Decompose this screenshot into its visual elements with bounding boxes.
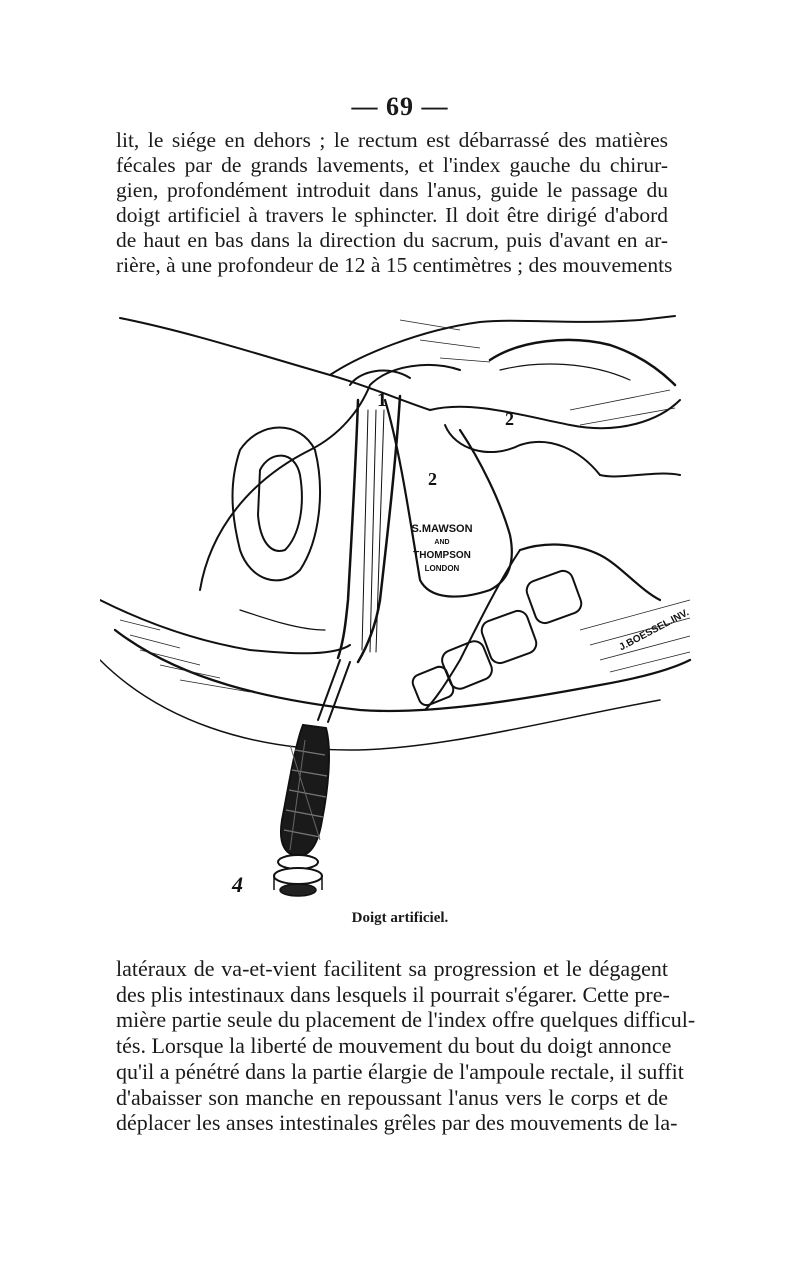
page-number: — 69 — bbox=[351, 92, 449, 121]
maker-stamp-line: AND bbox=[434, 539, 450, 546]
text-line: des plis intestinaux dans lesquels il pourrait s'égarer. Cette pre- bbox=[116, 981, 670, 1007]
figure-label-4: 4 bbox=[232, 872, 243, 897]
text-line: latéraux de va-et-vient facilitent sa progression et le dégagent bbox=[116, 956, 668, 981]
text-line: de haut en bas dans la direction du sacrum, puis d'avant en ar- bbox=[116, 228, 668, 252]
figure-label-1: 1 bbox=[377, 389, 387, 411]
engraver-signature: J.BOESSEL.INV. bbox=[617, 607, 691, 654]
text-line: mière partie seule du placement de l'index offre quelques difficul- bbox=[116, 1007, 696, 1033]
figure-caption: Doigt artificiel. bbox=[351, 910, 449, 926]
figure-label-2-inner: 2 bbox=[428, 469, 437, 489]
text-line: doigt artificiel à travers le sphincter. Il doit être dirigé d'abord bbox=[116, 203, 668, 227]
text-line: tés. Lorsque la liberté de mouvement du bout du doigt annonce bbox=[116, 1033, 672, 1059]
engraving-artificial-finger bbox=[100, 300, 700, 910]
body-paragraph-top bbox=[116, 128, 673, 278]
anatomical-illustration bbox=[100, 300, 700, 910]
text-line: gien, profondément introduit dans l'anus, guide le passage du bbox=[116, 178, 668, 202]
maker-stamp-line: S.MAWSON bbox=[411, 523, 473, 535]
text-line: d'abaisser son manche en repoussant l'anus vers le corps et de bbox=[116, 1084, 668, 1110]
text-line: qu'il a pénétré dans la partie élargie de l'ampoule rectale, il suffit bbox=[116, 1058, 684, 1084]
maker-stamp-line: LONDON bbox=[424, 564, 460, 573]
text-line: fécales par de grands lavements, et l'index gauche du chirur- bbox=[116, 153, 668, 177]
figure-label-2-upper: 2 bbox=[505, 409, 514, 429]
body-paragraph-bottom bbox=[116, 956, 696, 1136]
text-line: rière, à une profondeur de 12 à 15 centimètres ; des mouvements bbox=[116, 253, 673, 277]
text-line: lit, le siége en dehors ; le rectum est débarrassé des matières bbox=[116, 128, 668, 152]
text-line: déplacer les anses intestinales grêles par des mouvements de la- bbox=[116, 1110, 678, 1136]
maker-stamp-line: THOMPSON bbox=[413, 550, 471, 561]
